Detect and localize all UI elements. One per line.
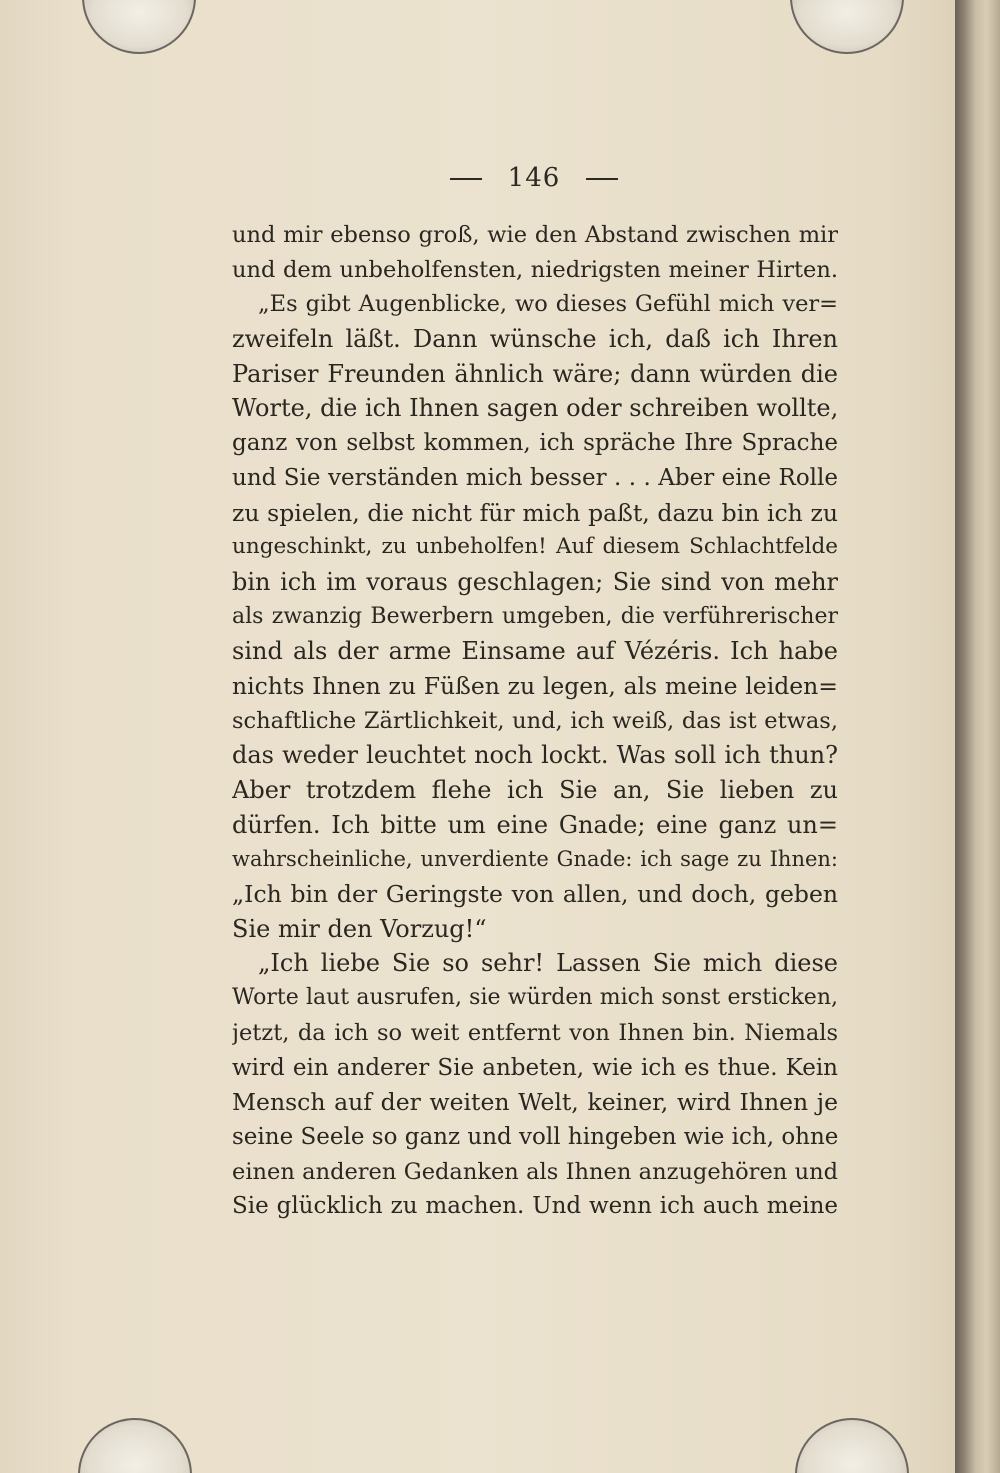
text-line: schaftliche Zärtlichkeit, und, ich weiß, das ist etwas, — [232, 707, 838, 734]
text-line: Aber trotzdem flehe ich Sie an, Sie lieben zu — [232, 776, 838, 804]
page-header — [232, 163, 836, 193]
text-line: einen anderen Gedanken als Ihnen anzugehören und — [232, 1158, 838, 1185]
header-dash-left — [450, 178, 482, 180]
text-line: sind als der arme Einsame auf Vézéris. Ich habe — [232, 637, 838, 666]
text-line: und dem unbeholfensten, niedrigsten meiner Hirten. — [232, 256, 838, 283]
text-line: wird ein anderer Sie anbeten, wie ich es thue. Kein — [232, 1054, 838, 1081]
text-line: jetzt, da ich so weit entfernt von Ihnen bin. Niemals — [232, 1019, 838, 1046]
text-line: und Sie verständen mich besser . . . Aber eine Rolle — [232, 464, 838, 491]
text-line: dürfen. Ich bitte um eine Gnade; eine ganz un= — [232, 810, 838, 839]
text-line: nichts Ihnen zu Füßen zu legen, als meine leiden= — [232, 671, 838, 700]
text-line: Sie mir den Vorzug!“ — [232, 914, 487, 943]
page-number: 146 — [507, 163, 561, 193]
text-line: wahrscheinliche, unverdiente Gnade: ich sage zu Ihnen: — [232, 847, 838, 872]
text-line: ungeschinkt, zu unbeholfen! Auf diesem Schlachtfelde — [232, 534, 838, 560]
text-line: und mir ebenso groß, wie den Abstand zwischen mir — [232, 222, 838, 248]
text-line: „Ich liebe Sie so sehr! Lassen Sie mich diese — [258, 949, 838, 978]
text-line: zweifeln läßt. Dann wünsche ich, daß ich Ihren — [232, 325, 838, 354]
text-line: Mensch auf der weiten Welt, keiner, wird Ihnen je — [232, 1088, 838, 1117]
page-edge — [955, 0, 1000, 1473]
text-line: Sie glücklich zu machen. Und wenn ich auch meine — [232, 1193, 838, 1220]
text-line: Worte, die ich Ihnen sagen oder schreiben wollte, — [232, 394, 838, 423]
text-line: bin ich im voraus geschlagen; Sie sind von mehr — [232, 567, 838, 596]
text-line: „Es gibt Augenblicke, wo dieses Gefühl mich ver= — [258, 291, 838, 318]
header-dash-right — [586, 178, 618, 180]
text-line: ganz von selbst kommen, ich spräche Ihre Sprache — [232, 430, 838, 457]
text-line: zu spielen, die nicht für mich paßt, dazu bin ich zu — [232, 498, 838, 527]
text-line: „Ich bin der Geringste von allen, und doch, geben — [232, 880, 838, 909]
text-line: Worte laut ausrufen, sie würden mich sonst ersticken, — [232, 985, 838, 1011]
body-text — [232, 218, 838, 1224]
text-line: seine Seele so ganz und voll hingeben wie ich, ohne — [232, 1123, 838, 1150]
text-line: das weder leuchtet noch lockt. Was soll ich thun? — [232, 741, 838, 770]
text-line: als zwanzig Bewerbern umgeben, die verführerischer — [232, 603, 838, 629]
text-line: Pariser Freunden ähnlich wäre; dann würden die — [232, 359, 838, 388]
